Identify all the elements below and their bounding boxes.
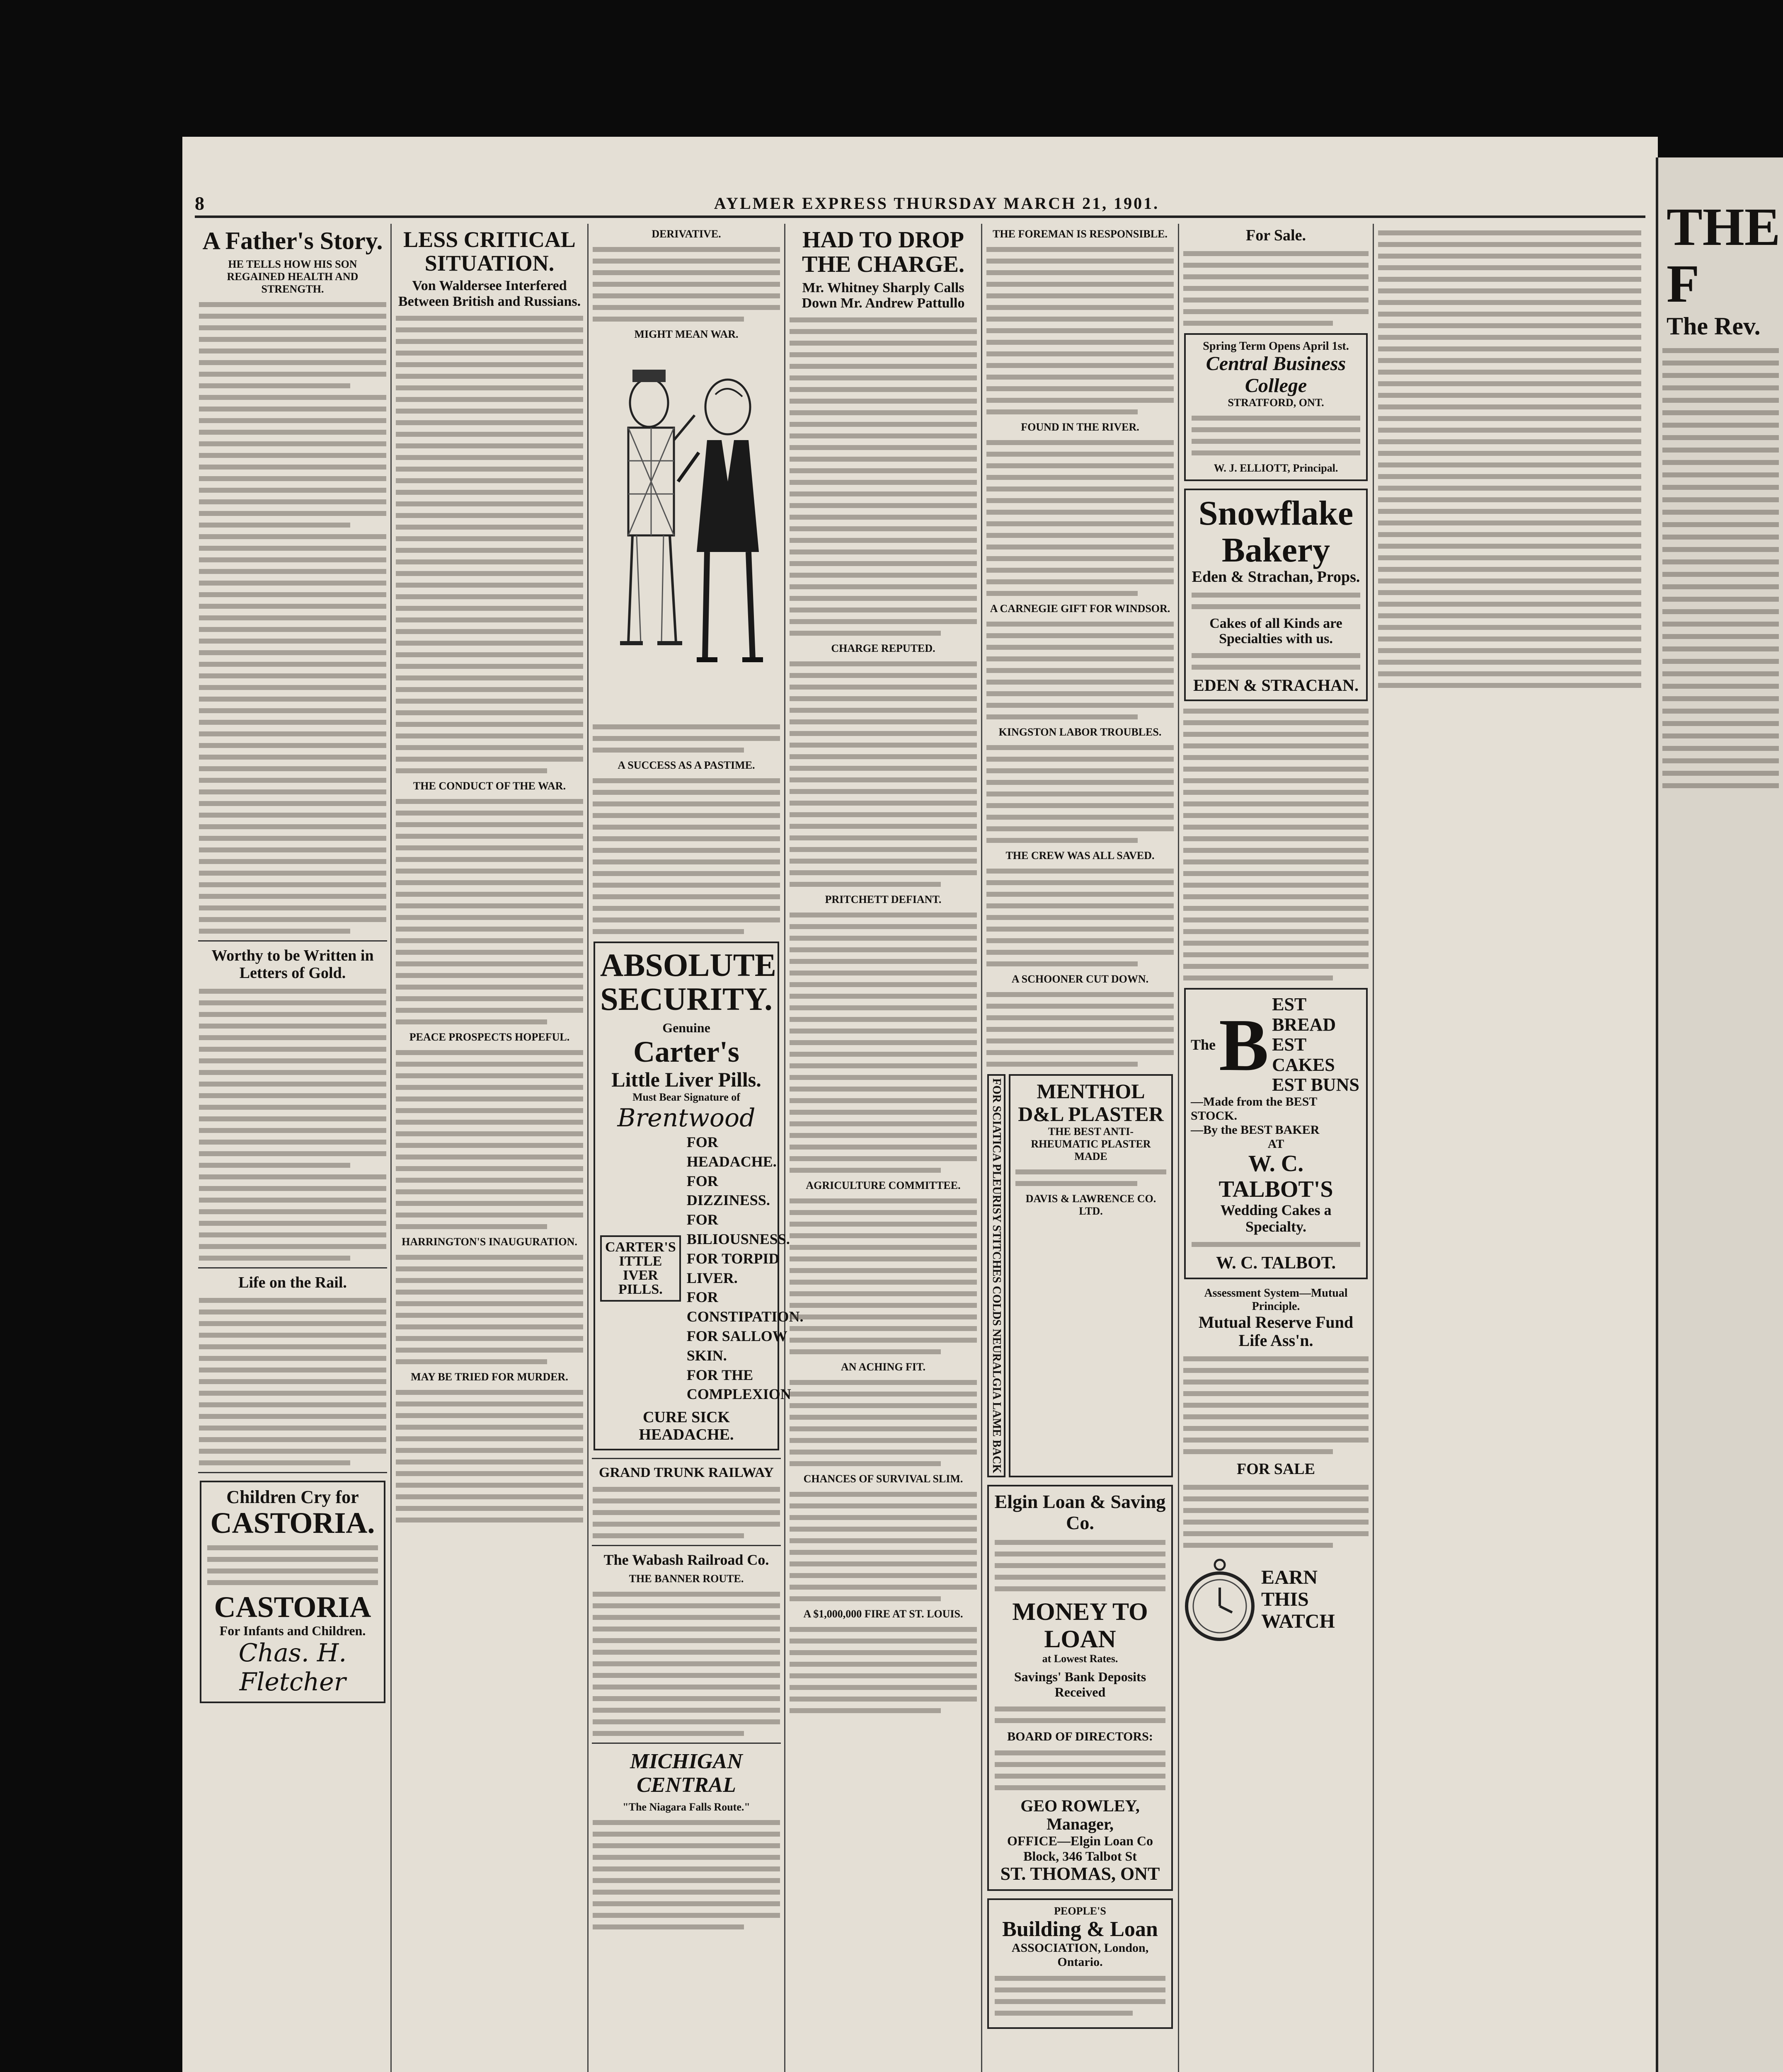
article-body xyxy=(198,989,387,1261)
article-body xyxy=(986,440,1175,596)
page-number: 8 xyxy=(195,192,204,214)
at-label: AT xyxy=(1267,1137,1284,1151)
cakes-specialties: Cakes of all Kinds are Specialties with us. xyxy=(1209,615,1342,646)
ad-castoria-title: CASTORIA. xyxy=(210,1506,375,1539)
michigan-central-heading: MICHIGAN CENTRAL xyxy=(630,1749,743,1797)
wabash-heading: The Wabash Railroad Co. xyxy=(603,1552,769,1569)
cartoon-illustration xyxy=(595,345,778,718)
article-body xyxy=(592,724,781,753)
best-block xyxy=(1191,995,1361,1095)
timetable xyxy=(592,1592,781,1736)
elgin-title: Elgin Loan & Saving Co. xyxy=(994,1491,1166,1533)
column-6 xyxy=(1179,224,1374,2072)
carters-box xyxy=(600,1133,804,1404)
carters-use-item: FOR CONSTIPATION. xyxy=(686,1289,804,1325)
article-body xyxy=(198,302,387,934)
best-cakes: EST CAKES xyxy=(1272,1034,1335,1075)
money-to-loan: MONEY TO LOAN xyxy=(1012,1598,1148,1653)
section-st-louis-fire: A $1,000,000 FIRE AT ST. LOUIS. xyxy=(803,1608,963,1620)
menthol-sub: THE BEST ANTI-RHEUMATIC PLASTER MADE xyxy=(1031,1126,1151,1162)
subhead-whitney: Mr. Whitney Sharply Calls Down Mr. Andrew Pattullo xyxy=(802,280,965,311)
money-sub: at Lowest Rates. xyxy=(1042,1653,1118,1665)
for-sale-heading-2: FOR SALE xyxy=(1237,1460,1315,1478)
stratford: STRATFORD, ONT. xyxy=(1228,397,1324,409)
article-body xyxy=(789,1492,978,1601)
classified xyxy=(1182,709,1369,980)
assessment-system: Assessment System—Mutual Principle. xyxy=(1204,1286,1348,1313)
peoples-label: PEOPLE'S xyxy=(1054,1905,1106,1917)
business-college-ad xyxy=(1184,333,1368,482)
column-3 xyxy=(589,224,804,2072)
section-pritchett: PRITCHETT DEFIANT. xyxy=(825,893,942,906)
headline-fathers-story: A Father's Story. xyxy=(202,227,383,254)
headline-worthy-gold: Worthy to be Written in Letters of Gold. xyxy=(211,947,374,982)
article-body xyxy=(789,1380,978,1466)
article-body xyxy=(986,247,1175,414)
castoria-ad xyxy=(200,1481,385,1703)
article-body xyxy=(789,913,978,1173)
article-body xyxy=(395,316,584,773)
snowflake: Snowflake xyxy=(1198,494,1354,533)
section-pastime: A SUCCESS AS A PASTIME. xyxy=(618,759,755,771)
cartoon-caption: MIGHT MEAN WAR. xyxy=(634,328,739,340)
carters-use-item: FOR HEADACHE. xyxy=(686,1133,777,1170)
carters-pills-ad xyxy=(594,942,804,1450)
carters-use-item: FOR THE COMPLEXION xyxy=(686,1366,791,1403)
central-business-college: Central Business College xyxy=(1206,352,1346,397)
big-b: B xyxy=(1219,1003,1269,1086)
watch-ad xyxy=(1182,1554,1369,1646)
section-aching-fit: AN ACHING FIT. xyxy=(841,1361,925,1373)
menthol-uses: FOR SCIATICA PLEURISY STITCHES COLDS NEURALGIA LAME BACK xyxy=(987,1074,1005,1477)
talbot-name: W. C. TALBOT'S xyxy=(1219,1151,1333,1202)
article-body xyxy=(986,992,1175,1067)
for-sale-heading: For Sale. xyxy=(1246,227,1306,244)
best-baker: —By the BEST BAKER xyxy=(1191,1123,1320,1137)
article-body xyxy=(789,1198,978,1354)
subhead-fathers-story: HE TELLS HOW HIS SON REGAINED HEALTH AND STRENGTH. xyxy=(227,258,359,295)
classified xyxy=(1182,251,1369,326)
spring-term: Spring Term Opens April 1st. xyxy=(1203,339,1349,353)
article-body xyxy=(592,778,781,934)
section-peace-prospects: PEACE PROSPECTS HOPEFUL. xyxy=(409,1031,570,1043)
article-body xyxy=(789,317,978,636)
earn-watch: EARN THIS WATCH xyxy=(1261,1566,1335,1633)
board-directors: BOARD OF DIRECTORS: xyxy=(1007,1730,1153,1744)
article-body xyxy=(986,869,1175,966)
menthol-maker: DAVIS & LAWRENCE CO. LTD. xyxy=(1025,1193,1156,1217)
article-body xyxy=(1182,1356,1369,1454)
elgin-loan-ad xyxy=(987,1485,1173,1891)
article-body xyxy=(395,799,584,1024)
peoples-building-ad xyxy=(987,1898,1173,2029)
st-thomas: ST. THOMAS, ONT xyxy=(1000,1864,1160,1884)
ad-cry-text: Children Cry for xyxy=(226,1487,359,1508)
carters-use-item: FOR DIZZINESS. xyxy=(686,1172,770,1209)
association-london: ASSOCIATION, London, Ontario. xyxy=(1011,1941,1149,1969)
classified xyxy=(1182,1485,1369,1548)
ad-carters: Carter's xyxy=(633,1035,739,1068)
timetable xyxy=(592,1820,781,1929)
column-1 xyxy=(195,224,392,2072)
masthead-title: AYLMER EXPRESS THURSDAY MARCH 21, 1901. xyxy=(714,194,1160,213)
article-body xyxy=(592,247,781,322)
headline-life-on-rail: Life on the Rail. xyxy=(238,1273,347,1291)
section-conduct-war: THE CONDUCT OF THE WAR. xyxy=(413,780,566,792)
subhead-waldersee: Von Waldersee Interfered Between British and Russians. xyxy=(398,278,581,309)
menthol-title: MENTHOL D&L PLASTER xyxy=(1018,1080,1164,1126)
article-body xyxy=(986,745,1175,843)
building-loan: Building & Loan xyxy=(1002,1917,1158,1941)
ad-signature: Brentwood xyxy=(617,1103,756,1133)
section-found-river: FOUND IN THE RIVER. xyxy=(1021,421,1139,433)
adjacent-page-strip xyxy=(1656,157,1783,2072)
newspaper-page xyxy=(182,137,1658,2072)
ad-signature-note: Must Bear Signature of xyxy=(632,1091,740,1103)
timetable xyxy=(592,1487,781,1538)
best-bread: EST BREAD xyxy=(1272,994,1336,1035)
section-charge-reputed: CHARGE REPUTED. xyxy=(831,642,935,655)
wabash-sub: THE BANNER ROUTE. xyxy=(629,1572,744,1585)
section-foreman: THE FOREMAN IS RESPONSIBLE. xyxy=(993,228,1168,240)
article-body xyxy=(395,1050,584,1229)
article-body xyxy=(789,1627,978,1713)
bakery: Bakery xyxy=(1221,530,1330,569)
the-label: The xyxy=(1191,1036,1216,1053)
section-carnegie: A CARNEGIE GIFT FOR WINDSOR. xyxy=(990,603,1170,615)
ad-cure-headache: CURE SICK HEADACHE. xyxy=(639,1409,734,1443)
snowflake-bakery-ad xyxy=(1184,489,1368,701)
grand-trunk-heading: GRAND TRUNK RAILWAY xyxy=(599,1464,774,1480)
michigan-central-sub: "The Niagara Falls Route." xyxy=(623,1801,750,1813)
column-5 xyxy=(982,224,1179,2072)
adjacent-title: THE F xyxy=(1667,197,1781,314)
section-agriculture: AGRICULTURE COMMITTEE. xyxy=(806,1179,961,1192)
column-4 xyxy=(785,224,982,2072)
article-body xyxy=(395,1255,584,1364)
pocket-watch-icon xyxy=(1182,1554,1257,1646)
column-2 xyxy=(392,224,589,2072)
ad-castoria-sub: For Infants and Children. xyxy=(219,1623,366,1638)
section-schooner: A SCHOONER CUT DOWN. xyxy=(1011,973,1149,985)
wedding-cakes: Wedding Cakes a Specialty. xyxy=(1220,1202,1332,1235)
best-buns: EST BUNS xyxy=(1272,1074,1359,1095)
menthol-plaster-ad xyxy=(987,1074,1173,1477)
section-derivative: DERIVATIVE. xyxy=(652,228,721,240)
eden-strachan: EDEN & STRACHAN. xyxy=(1193,676,1359,695)
masthead xyxy=(195,191,1645,218)
ad-genuine: Genuine xyxy=(662,1020,710,1035)
ad-little-liver-pills: Little Liver Pills. xyxy=(611,1067,761,1091)
article-body xyxy=(1377,230,1642,688)
made-best-stock: —Made from the BEST STOCK. xyxy=(1191,1095,1317,1123)
article-body xyxy=(986,622,1175,719)
office-address: OFFICE—Elgin Loan Co Block, 346 Talbot St xyxy=(1007,1833,1153,1864)
carters-use-item: FOR BILIOUSNESS. xyxy=(686,1211,790,1247)
carters-use-item: FOR TORPID LIVER. xyxy=(686,1250,780,1286)
article-body xyxy=(789,661,978,887)
article-body xyxy=(395,1390,584,1523)
eden-strachan-props: Eden & Strachan, Props. xyxy=(1192,568,1360,586)
manager-name: GEO ROWLEY, Manager, xyxy=(1020,1796,1140,1834)
fletcher-signature: Chas. H. Fletcher xyxy=(238,1638,347,1697)
ad-absolute: ABSOLUTE xyxy=(600,947,776,983)
headline-drop-charge: HAD TO DROP THE CHARGE. xyxy=(802,227,965,277)
headline-less-critical: LESS CRITICAL SITUATION. xyxy=(403,227,576,276)
ad-security: SECURITY. xyxy=(600,980,773,1017)
carters-logo: CARTER'S ITTLE IVER PILLS. xyxy=(600,1235,681,1302)
adjacent-subtitle: The Rev. xyxy=(1667,312,1761,340)
section-kingston: KINGSTON LABOR TROUBLES. xyxy=(998,726,1162,738)
section-survival-slim: CHANCES OF SURVIVAL SLIM. xyxy=(803,1473,963,1485)
section-crew-saved: THE CREW WAS ALL SAVED. xyxy=(1005,850,1155,862)
carters-use-item: FOR SALLOW SKIN. xyxy=(686,1327,787,1364)
principal: W. J. ELLIOTT, Principal. xyxy=(1214,462,1338,474)
ad-castoria-title-2: CASTORIA xyxy=(214,1590,371,1624)
column-7 xyxy=(1374,224,1645,2072)
savings-deposits: Savings' Bank Deposits Received xyxy=(1014,1669,1146,1700)
section-harrington: HARRINGTON'S INAUGURATION. xyxy=(402,1236,577,1248)
mutual-reserve: Mutual Reserve Fund Life Ass'n. xyxy=(1198,1312,1354,1350)
talbot-bakery-ad xyxy=(1184,988,1368,1279)
section-tried-murder: MAY BE TRIED FOR MURDER. xyxy=(411,1371,568,1383)
article-body xyxy=(198,1298,387,1465)
talbot-signature: W. C. TALBOT. xyxy=(1216,1253,1336,1273)
